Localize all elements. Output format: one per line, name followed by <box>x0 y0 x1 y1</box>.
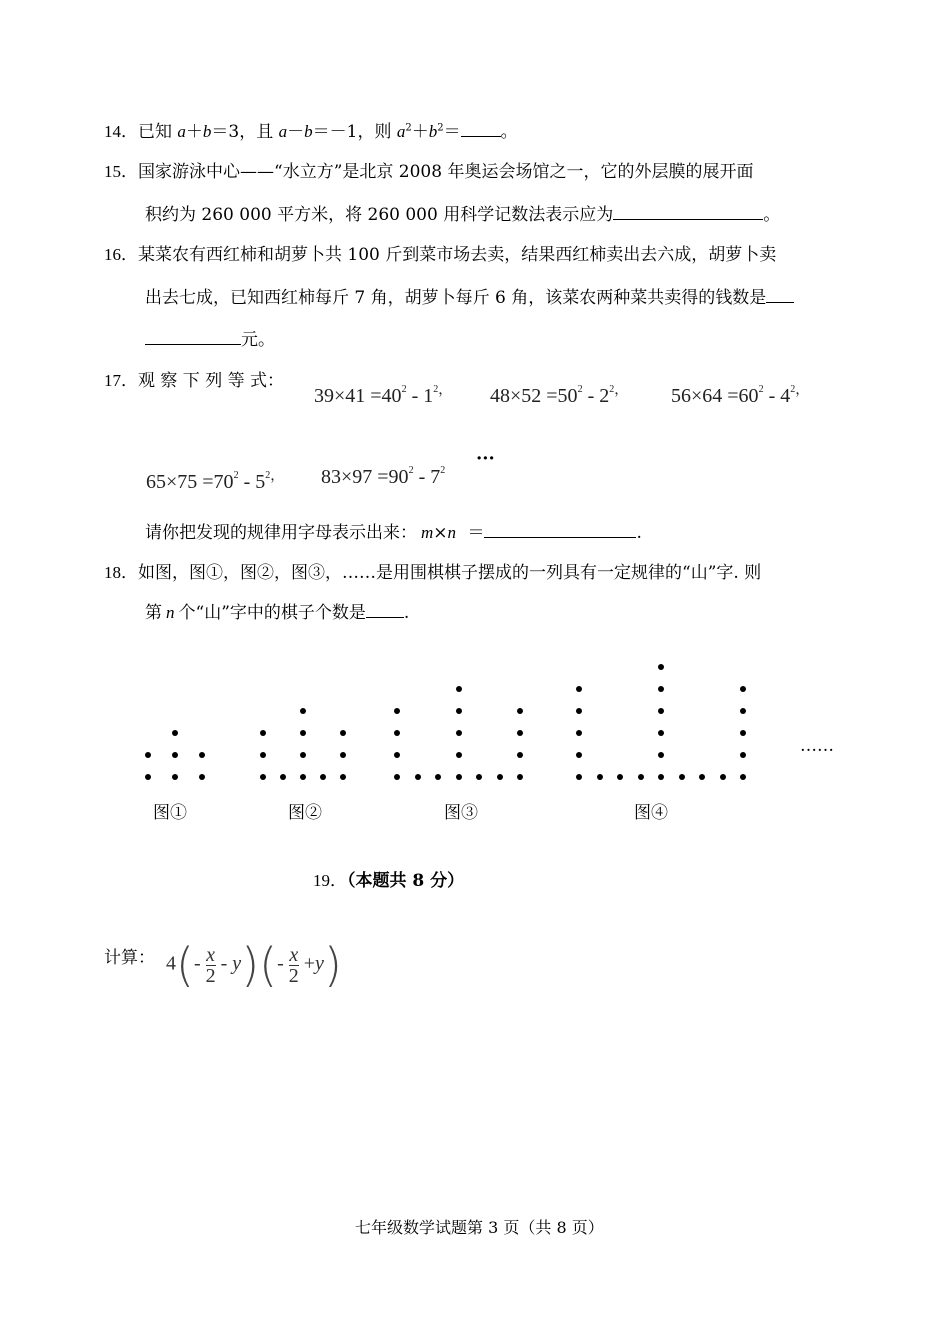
go-stone-dot <box>172 752 178 758</box>
go-stone-dot <box>456 708 462 714</box>
question-16-line2 <box>145 283 794 308</box>
question-15-line2: 积约为 260 000 平方米，将 260 000 用科学记数法表示应为 。 <box>145 200 780 225</box>
answer-blank[interactable] <box>484 520 636 538</box>
go-stone-dot <box>145 752 151 758</box>
go-stone-dot <box>720 774 726 780</box>
go-stone-dot <box>456 774 462 780</box>
go-stone-dot <box>260 752 266 758</box>
go-stone-dot <box>517 774 523 780</box>
go-stone-dot <box>415 774 421 780</box>
go-stone-dot <box>394 730 400 736</box>
go-stone-dot <box>658 664 664 670</box>
q19-expression: 4(- $\frac{x}{2}$ - y)(- $\frac{x}{2}$ +y) <box>166 938 342 992</box>
figure-label-2: 图② <box>288 803 322 823</box>
go-stone-dot <box>576 730 582 736</box>
go-stone-dot <box>597 774 603 780</box>
go-stone-dot <box>658 686 664 692</box>
go-stone-dot <box>699 774 705 780</box>
q18-line1: 如图，图①，图②，图③，……是用围棋棋子摆成的一列具有一定规律的“山”字. 则 <box>138 563 762 583</box>
question-number: 16． <box>104 245 138 264</box>
go-stone-dot <box>740 686 746 692</box>
question-number: 15． <box>104 162 138 181</box>
answer-blank-continued[interactable] <box>145 327 241 345</box>
go-stone-dot <box>172 730 178 736</box>
go-stone-dot <box>394 752 400 758</box>
q16-line2: 出去七成，已知西红柿每斤 7 角，胡萝卜每斤 6 角，该菜农两种菜共卖得的钱数是 <box>145 288 767 308</box>
page-footer: 七年级数学试题第 3 页（共 8 页） <box>355 1218 604 1237</box>
figure-label-3: 图③ <box>444 803 478 823</box>
go-stone-dot <box>145 774 151 780</box>
question-15 <box>104 157 753 182</box>
go-stone-dot <box>435 774 441 780</box>
go-stone-dot <box>576 752 582 758</box>
go-stone-dot <box>617 774 623 780</box>
go-stone-dot <box>300 730 306 736</box>
continuation-dots: ··· <box>476 448 495 469</box>
question-number: 17． <box>104 371 138 390</box>
go-stone-dot <box>658 752 664 758</box>
go-stone-dot <box>456 752 462 758</box>
question-14: 14．已知 a＋b＝3，且 a－b＝－1，则 $a^2+b^2=$ 。 <box>104 117 518 142</box>
question-number: 18． <box>104 563 138 582</box>
go-stone-dot <box>172 774 178 780</box>
go-stone-dot <box>638 774 644 780</box>
go-stone-dot <box>517 752 523 758</box>
q14-text: 已知 a＋b＝3，且 a－b＝－1，则 $a^2+b^2=$ <box>138 122 461 142</box>
go-stone-dot <box>260 730 266 736</box>
equation-1: $39\times 41 =40^2 - 1^{2,}$ <box>314 383 453 407</box>
q17-lead: 观 察 下 列 等 式： <box>138 371 285 391</box>
answer-blank[interactable] <box>613 202 763 220</box>
go-stone-dot <box>497 774 503 780</box>
equation-3: $56\times 64 =60^2 - 4^{2,}$ <box>671 383 810 407</box>
go-stone-dot <box>456 686 462 692</box>
go-stone-dot <box>658 730 664 736</box>
question-18 <box>104 558 761 583</box>
go-stone-dot <box>740 752 746 758</box>
go-stone-dot <box>340 752 346 758</box>
go-stone-dot <box>260 774 266 780</box>
go-stone-dot <box>576 686 582 692</box>
go-stone-dot <box>658 708 664 714</box>
go-stone-dot <box>300 774 306 780</box>
go-stone-dot <box>517 730 523 736</box>
answer-blank[interactable] <box>766 285 794 303</box>
equation-2: $48\times 52 =50^2 - 2^{2,}$ <box>490 383 629 407</box>
figure-label-1: 图① <box>153 803 187 823</box>
question-17 <box>104 366 284 391</box>
q16-line1: 某菜农有西红柿和胡萝卜共 100 斤到菜市场去卖，结果西红柿卖出去六成，胡萝卜卖 <box>138 245 777 265</box>
q19-title: （本题共 8 分） <box>347 871 465 891</box>
go-stone-dot <box>740 774 746 780</box>
figure-ellipsis: …… <box>800 736 834 756</box>
answer-blank[interactable] <box>461 119 501 137</box>
question-16-line3: 元。 <box>145 325 275 350</box>
go-stone-dot <box>517 708 523 714</box>
go-stone-dot <box>576 774 582 780</box>
go-stone-dot <box>340 774 346 780</box>
go-stone-dot <box>740 730 746 736</box>
go-stone-dot <box>476 774 482 780</box>
go-stone-dot <box>394 708 400 714</box>
question-number: 19． <box>313 871 347 890</box>
go-stone-dot <box>300 752 306 758</box>
q15-line2: 积约为 260 000 平方米，将 260 000 用科学记数法表示应为 <box>145 205 614 225</box>
question-18-line2: 第 n 个“山”字中的棋子个数是 . <box>145 598 409 623</box>
question-19-header <box>313 866 464 891</box>
q15-line1: 国家游泳中心——“水立方”是北京 2008 年奥运会场馆之一，它的外层膜的展开面 <box>138 162 754 182</box>
go-stone-dot <box>394 774 400 780</box>
go-stone-dot <box>199 774 205 780</box>
go-stone-dot <box>199 752 205 758</box>
go-stone-dot <box>300 708 306 714</box>
go-stone-dot <box>679 774 685 780</box>
question-16 <box>104 240 776 265</box>
go-stone-dot <box>340 730 346 736</box>
go-stone-dot <box>280 774 286 780</box>
equation-4: $65\times 75 =70^2 - 5^{2,}$ <box>146 469 285 493</box>
question-17-ask: 请你把发现的规律用字母表示出来： m×n ＝ . <box>145 518 642 543</box>
go-stone-dot <box>576 708 582 714</box>
answer-blank[interactable] <box>366 600 404 618</box>
equation-5: $83\times 97 =90^2 - 7^2$ <box>321 465 446 488</box>
go-stone-dot <box>320 774 326 780</box>
q19-label: 计算： <box>104 948 155 968</box>
go-stone-dot <box>740 708 746 714</box>
figure-label-4: 图④ <box>634 803 668 823</box>
go-stone-dot <box>658 774 664 780</box>
go-stone-dot <box>456 730 462 736</box>
question-number: 14． <box>104 122 138 141</box>
